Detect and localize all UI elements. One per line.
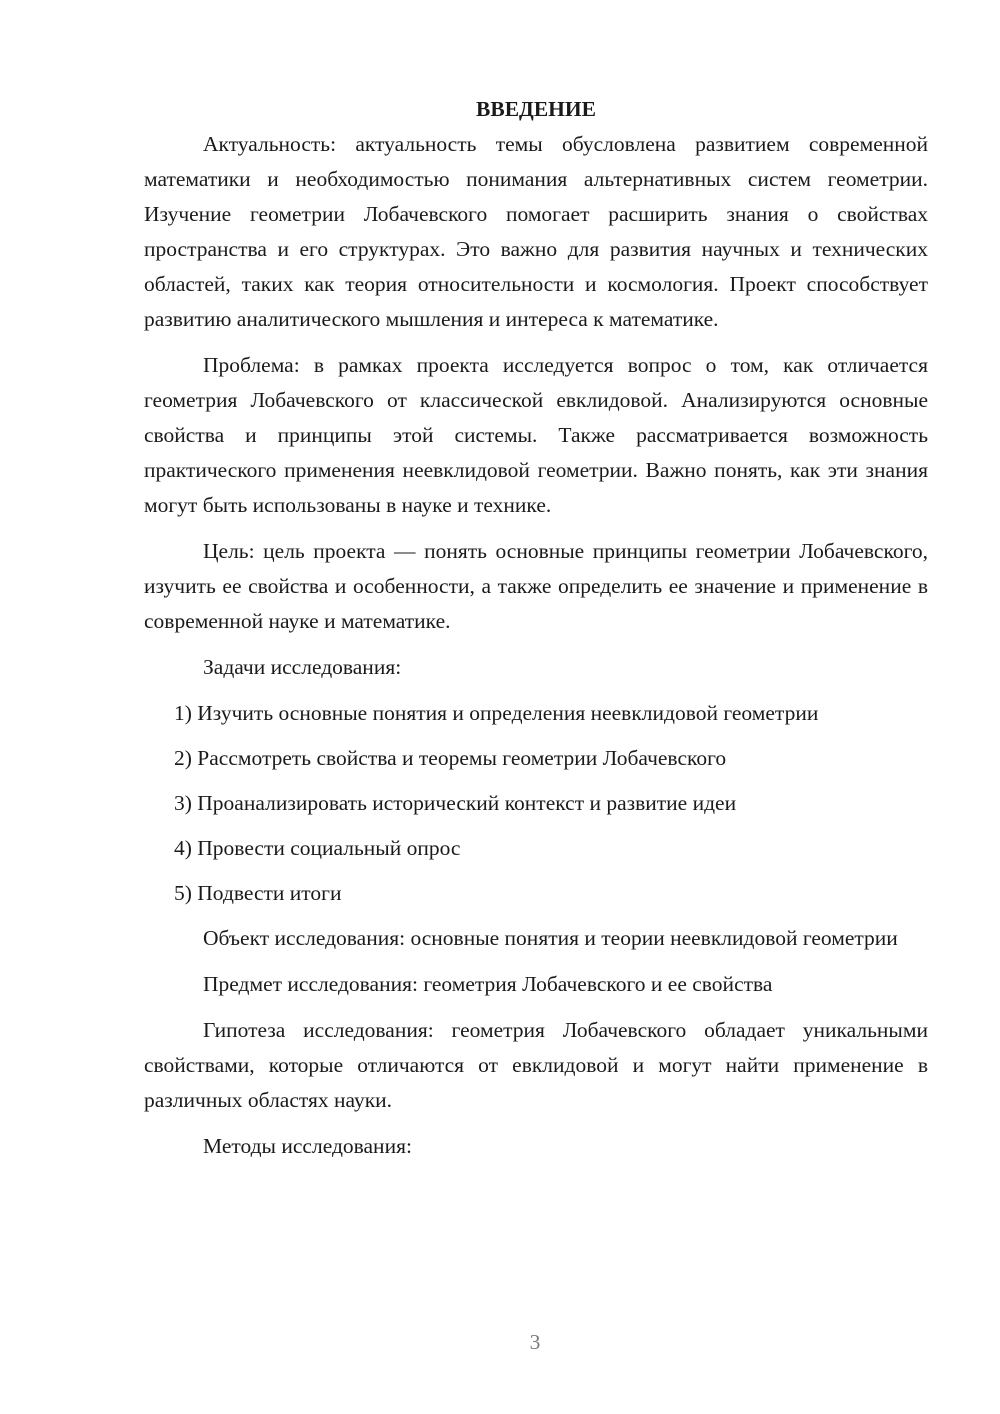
tasks-heading: Задачи исследования: bbox=[203, 655, 402, 679]
paragraph-relevance: Актуальность: актуальность темы обусловлена развитием современной математики и необходимостью понимания альтернативных систем геометрии. Изучение геометрии Лобачевского помогает расширить знания о свойствах пространства и его структурах. Это важно для развития научных и технических областей, таких как теория относительности и космология. Проект способствует развитию аналитического мышления и интереса к математике. bbox=[144, 132, 928, 331]
paragraph-hypothesis: Гипотеза исследования: геометрия Лобачевского обладает уникальными свойствами, которые отличаются от евклидовой и могут найти применение в различных областях науки. bbox=[144, 1018, 928, 1112]
methods-heading: Методы исследования: bbox=[203, 1134, 412, 1158]
paragraph-object: Объект исследования: основные понятия и теории неевклидовой геометрии bbox=[203, 926, 898, 950]
paragraph-subject: Предмет исследования: геометрия Лобачевского и ее свойства bbox=[203, 972, 773, 996]
task-item: 3) Проанализировать исторический контекст и развитие идеи bbox=[174, 791, 737, 815]
page-number: 3 bbox=[529, 1330, 541, 1354]
task-item: 2) Рассмотреть свойства и теоремы геометрии Лобачевского bbox=[174, 746, 727, 770]
task-item: 1) Изучить основные понятия и определения неевклидовой геометрии bbox=[174, 701, 819, 725]
paragraph-goal: Цель: цель проекта — понять основные принципы геометрии Лобачевского, изучить ее свойства и особенности, а также определить ее значение и применение в современной науке и математике. bbox=[144, 539, 928, 633]
task-item: 5) Подвести итоги bbox=[174, 881, 342, 905]
paragraph-problem: Проблема: в рамках проекта исследуется вопрос о том, как отличается геометрия Лобачевского от классической евклидовой. Анализируются основные свойства и принципы этой системы. Также рассматривается возможность практического применения неевклидовой геометрии. Важно понять, как эти знания могут быть использованы в науке и технике. bbox=[144, 353, 928, 517]
document-page bbox=[144, 92, 928, 1175]
section-title: ВВЕДЕНИЕ bbox=[476, 97, 596, 121]
task-item: 4) Провести социальный опрос bbox=[174, 836, 461, 860]
tasks-list bbox=[144, 696, 928, 911]
